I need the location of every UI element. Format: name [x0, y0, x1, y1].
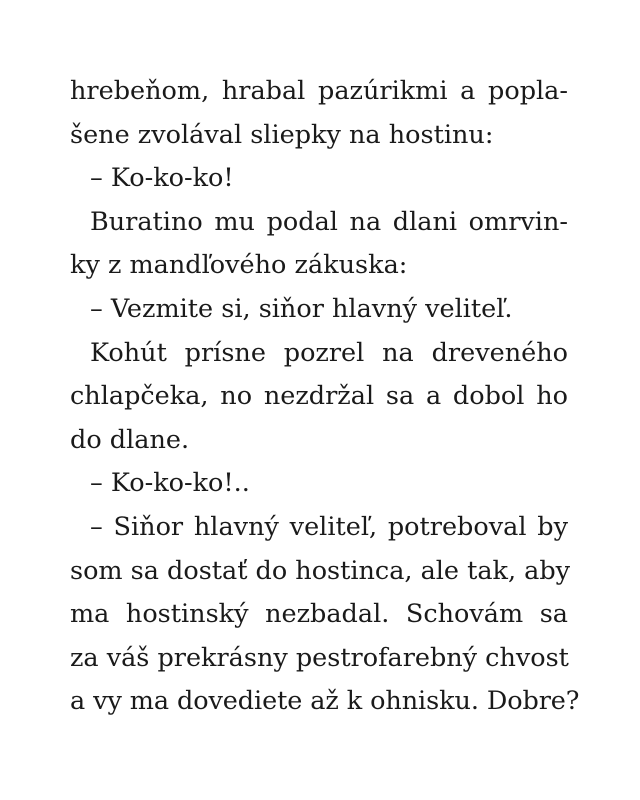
- text-line-5: ky z mandľového zákuska:: [70, 250, 408, 281]
- text-line-1: hrebeňom, hrabal pazúrikmi a popla-: [70, 76, 568, 106]
- text-line-4: Buratino mu podal na dlani omrvin-: [90, 206, 568, 237]
- text-line-6: – Vezmite si, siňor hlavný veliteľ.: [90, 293, 513, 324]
- text-line-10: – Ko-ko-ko!..: [90, 468, 250, 499]
- text-line-14: za váš prekrásny pestrofarebný chvost: [70, 642, 569, 673]
- text-line-7: Kohút prísne pozrel na dreveného: [90, 337, 568, 368]
- text-line-3: – Ko-ko-ko!: [90, 163, 234, 194]
- text-line-13: ma hostinský nezbadal. Schovám sa: [70, 599, 568, 630]
- text-line-11: – Siňor hlavný veliteľ, potreboval by: [90, 511, 568, 542]
- text-line-15: a vy ma dovediete až k ohnisku. Dobre?: [70, 686, 580, 717]
- text-line-9: do dlane.: [70, 424, 190, 455]
- book-page-text: [70, 70, 580, 724]
- text-line-8: chlapčeka, no nezdržal sa a dobol ho: [70, 381, 568, 412]
- text-line-12: som sa dostať do hostinca, ale tak, aby: [70, 555, 571, 586]
- text-line-2: šene zvolával sliepky na hostinu:: [70, 119, 494, 150]
